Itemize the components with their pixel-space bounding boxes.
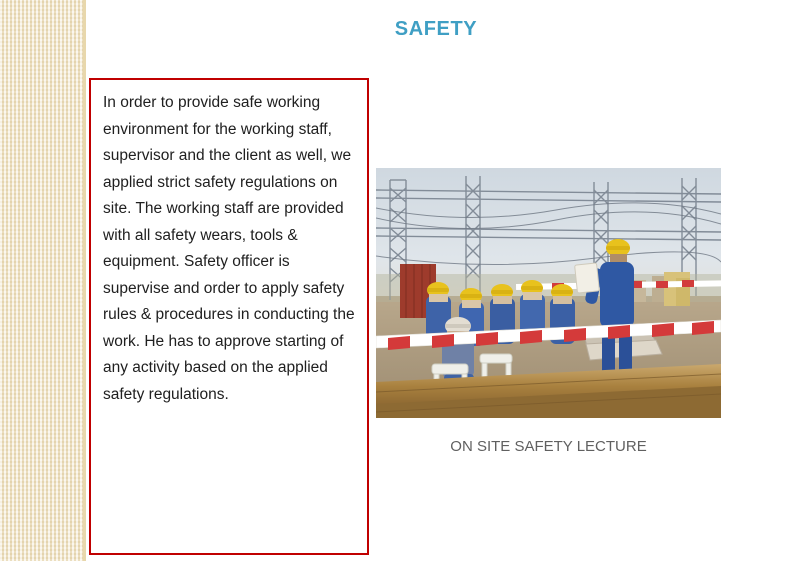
- decorative-left-band: [0, 0, 86, 561]
- photo-caption: ON SITE SAFETY LECTURE: [450, 438, 647, 455]
- photo-illustration: [376, 168, 721, 418]
- body-text-box: [89, 78, 369, 555]
- page-title: SAFETY: [394, 18, 478, 40]
- left-band-edge: [83, 0, 86, 561]
- site-safety-lecture-photo: [376, 168, 721, 418]
- body-text: In order to provide safe working environment for the working staff, supervisor and the client as well, we applied strict safety regulations on site. The working staff are provided with all safety wears, tools & equipment. Safety officer is supervise and order to apply safety rules & procedures in conducting the work. He has to approve starting of any activity based on the applied safety regulations.: [103, 94, 355, 403]
